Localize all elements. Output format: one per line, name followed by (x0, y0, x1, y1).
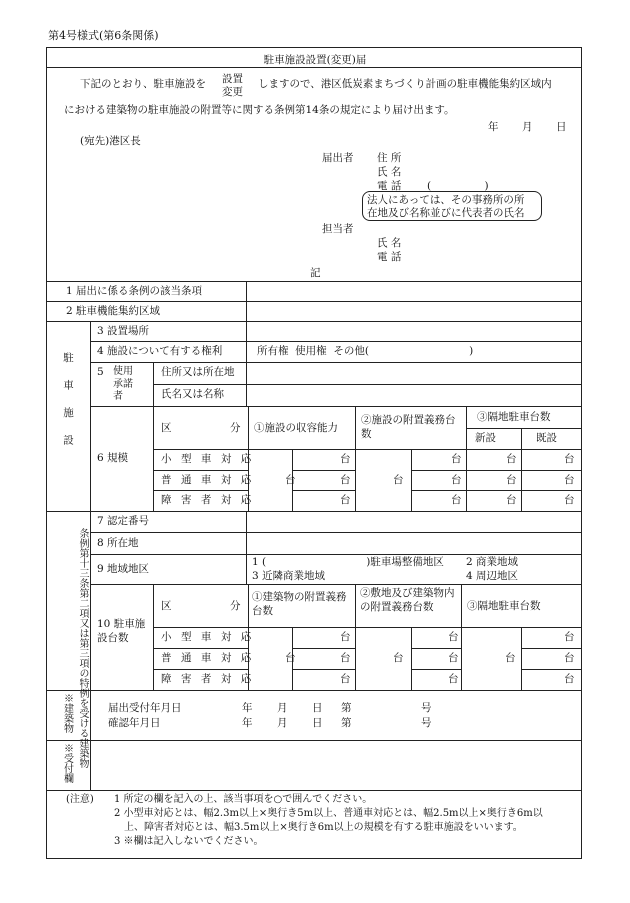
official-reception-label: ※受付欄 (61, 743, 73, 783)
receipt-go: 号 (421, 702, 432, 714)
unit: 台 (451, 453, 462, 465)
confirm-go: 号 (421, 717, 432, 729)
grid-line (90, 532, 582, 533)
grid-line (411, 470, 582, 471)
notifier-name[interactable]: 氏 名 (377, 166, 402, 178)
grid-line (411, 627, 412, 690)
scale-col3: ③隔地駐車台数 (477, 411, 551, 423)
notifier-phone[interactable]: 電 話 (377, 180, 402, 192)
grid-line (153, 648, 248, 649)
row9-option-4[interactable]: 4 周辺地区 (466, 570, 519, 582)
form-number: 第4号様式(第6条関係) (48, 29, 159, 42)
unit: 台 (285, 652, 296, 664)
row7-label: 7 認定番号 (97, 515, 150, 527)
receipt-dai: 第 (341, 702, 352, 714)
scale-kubun-1: 区 (161, 422, 172, 434)
row1-label: 1 届出に係る条例の該当条項 (66, 285, 203, 297)
receipt-month: 月 (277, 702, 288, 714)
row9-option-1[interactable]: 1 ( )駐車場整備地区 (252, 556, 444, 568)
row6-label: 6 規模 (97, 452, 129, 464)
grid-line (153, 584, 154, 690)
grid-line (411, 490, 582, 491)
group-exception-label: 条例第十三条第二項又は第三項の特例を受ける建築物 (77, 528, 88, 768)
group-parking-label: 駐車施設 (62, 352, 75, 462)
corp-note-2: 在地及び名称並びに代表者の氏名 (367, 207, 525, 219)
scale-kubun-2: 分 (230, 422, 241, 434)
scale-col3-existing: 既設 (536, 432, 557, 444)
option-setchi[interactable]: 設置 (222, 73, 243, 85)
grid-line (90, 321, 91, 690)
grid-line (90, 341, 582, 342)
title-divider (46, 67, 582, 68)
note-2b: 上、障害者対応とは、幅3.5m以上×奥行き6m以上の規模を有する駐車施設をいいます。 (124, 822, 523, 833)
unit: 台 (564, 673, 575, 685)
row8-label: 8 所在地 (97, 537, 139, 549)
intro-post: しますので、港区低炭素まちづくり計画の駐車機能集約区域内 (258, 78, 552, 90)
row5-name: 氏名又は名称 (161, 388, 224, 400)
notes-label: (注意) (66, 794, 94, 805)
scale-col2: ②施設の附置義務台数 (361, 414, 456, 441)
unit: 台 (506, 453, 517, 465)
row4-label: 4 施設について有する権利 (97, 345, 223, 357)
note-1: 1 所定の欄を記入の上、該当事項を○で囲んでください。 (114, 794, 373, 805)
scale-type-small: 小型車対応 (161, 453, 261, 465)
grid-line (521, 669, 582, 670)
grid-line (46, 511, 582, 512)
receipt-label: 届出受付年月日 (108, 702, 182, 714)
grid-line (246, 321, 247, 406)
grid-line (461, 584, 462, 690)
r10-col3: ③隔地駐車台数 (467, 600, 541, 612)
grid-line (355, 406, 356, 511)
unit: 台 (506, 494, 517, 506)
row9-option-2[interactable]: 2 商業地域 (466, 556, 519, 568)
unit: 台 (448, 652, 459, 664)
note-3: 3 ※欄は記入しないでください。 (114, 836, 264, 847)
option-henko[interactable]: 変更 (222, 86, 243, 99)
row5-address: 住所又は所在地 (161, 366, 235, 378)
row5-label: 使用承諾者 (113, 366, 133, 402)
notifier-phone-paren[interactable]: ( ) (427, 180, 489, 192)
grid-line (246, 281, 247, 321)
unit: 台 (451, 474, 462, 486)
contact-label: 担当者 (322, 223, 354, 235)
unit: 台 (393, 652, 404, 664)
unit: 台 (340, 494, 351, 506)
grid-line (466, 406, 467, 511)
r10-type-small: 小型車対応 (161, 631, 261, 643)
grid-line (466, 428, 582, 429)
notifier-label: 届出者 (322, 152, 354, 164)
grid-line (153, 362, 154, 511)
scale-type-normal: 普通車対応 (161, 474, 261, 486)
contact-phone[interactable]: 電 話 (377, 251, 402, 263)
grid-line (411, 648, 461, 649)
grid-line (90, 362, 582, 363)
row5-num: 5 (97, 366, 104, 378)
unit: 台 (564, 453, 575, 465)
intro-options[interactable] (222, 73, 243, 99)
unit: 台 (564, 652, 575, 664)
corp-note-1: 法人にあっては、その事務所の所 (367, 194, 525, 206)
intro-line2: における建築物の駐車施設の附置等に関する条例第14条の規定により届け出ます。 (64, 104, 455, 116)
confirm-dai: 第 (341, 717, 352, 729)
r10-kubun-1: 区 (161, 600, 172, 612)
confirm-month: 月 (277, 717, 288, 729)
row3-label: 3 設置場所 (97, 325, 150, 337)
intro-pre: 下記のとおり、駐車施設を (80, 78, 206, 90)
r10-type-normal: 普通車対応 (161, 652, 261, 664)
row2-label: 2 駐車機能集約区域 (66, 305, 161, 317)
grid-line (153, 449, 582, 450)
confirm-day: 日 (312, 717, 323, 729)
grid-line (153, 384, 582, 385)
unit: 台 (285, 474, 296, 486)
unit: 台 (451, 494, 462, 506)
grid-line (46, 281, 582, 282)
grid-line (292, 648, 355, 649)
unit: 台 (448, 673, 459, 685)
grid-line (355, 584, 356, 690)
grid-line (153, 627, 582, 628)
unit: 台 (340, 631, 351, 643)
note-2a: 2 小型車対応とは、幅2.3m以上×奥行き5m以上、普通車対応とは、幅2.5m以上×奥行き6m以 (114, 808, 543, 819)
unit: 台 (340, 474, 351, 486)
unit: 台 (448, 631, 459, 643)
date-day[interactable]: 日 (556, 121, 567, 133)
ki-label: 記 (310, 267, 321, 279)
grid-line (90, 554, 582, 555)
confirm-year: 年 (242, 717, 253, 729)
row10-label: 10 駐車施設台数 (97, 618, 146, 645)
scale-type-disabled: 障害者対応 (161, 494, 261, 506)
notifier-address[interactable]: 住 所 (377, 152, 402, 164)
grid-line (46, 740, 582, 741)
unit: 台 (393, 474, 404, 486)
grid-line (411, 669, 461, 670)
receipt-year: 年 (242, 702, 253, 714)
grid-line (521, 428, 522, 511)
receipt-day: 日 (312, 702, 323, 714)
unit: 台 (340, 652, 351, 664)
form-title: 駐車施設設置(変更)届 (263, 54, 367, 66)
grid-line (153, 669, 248, 670)
grid-line (153, 470, 248, 471)
unit: 台 (506, 474, 517, 486)
date-month[interactable]: 月 (522, 121, 533, 133)
scale-col1: ①施設の収容能力 (254, 422, 338, 434)
grid-line (90, 406, 582, 407)
row4-value[interactable]: 所有権 使用権 その他( ) (257, 345, 474, 357)
unit: 台 (340, 453, 351, 465)
unit: 台 (564, 494, 575, 506)
grid-line (292, 490, 355, 491)
unit: 台 (564, 474, 575, 486)
official-building-label: ※建築物 (61, 693, 73, 733)
grid-line (411, 449, 412, 511)
grid-line (246, 511, 247, 584)
grid-line (153, 490, 248, 491)
grid-line (90, 584, 582, 585)
unit: 台 (505, 652, 516, 664)
unit: 台 (340, 673, 351, 685)
grid-line (292, 470, 355, 471)
r10-type-disabled: 障害者対応 (161, 673, 261, 685)
r10-col1: ①建築物の附置義務台数 (252, 591, 347, 618)
grid-line (46, 690, 582, 691)
grid-line (90, 690, 91, 790)
addressee: (宛先)港区長 (80, 135, 141, 147)
r10-kubun-2: 分 (230, 600, 241, 612)
grid-line (46, 321, 582, 322)
confirm-label: 確認年月日 (108, 717, 161, 729)
r10-col2: ②敷地及び建築物内の附置義務台数 (360, 587, 455, 614)
date-year[interactable]: 年 (488, 121, 499, 133)
grid-line (46, 301, 582, 302)
scale-col3-new: 新設 (475, 432, 496, 444)
unit: 台 (564, 631, 575, 643)
row9-label: 9 地域地区 (97, 563, 150, 575)
row9-option-3[interactable]: 3 近隣商業地域 (252, 570, 326, 582)
grid-line (46, 790, 582, 791)
grid-line (292, 669, 355, 670)
contact-name[interactable]: 氏 名 (377, 237, 402, 249)
grid-line (521, 648, 582, 649)
grid-line (521, 627, 522, 690)
